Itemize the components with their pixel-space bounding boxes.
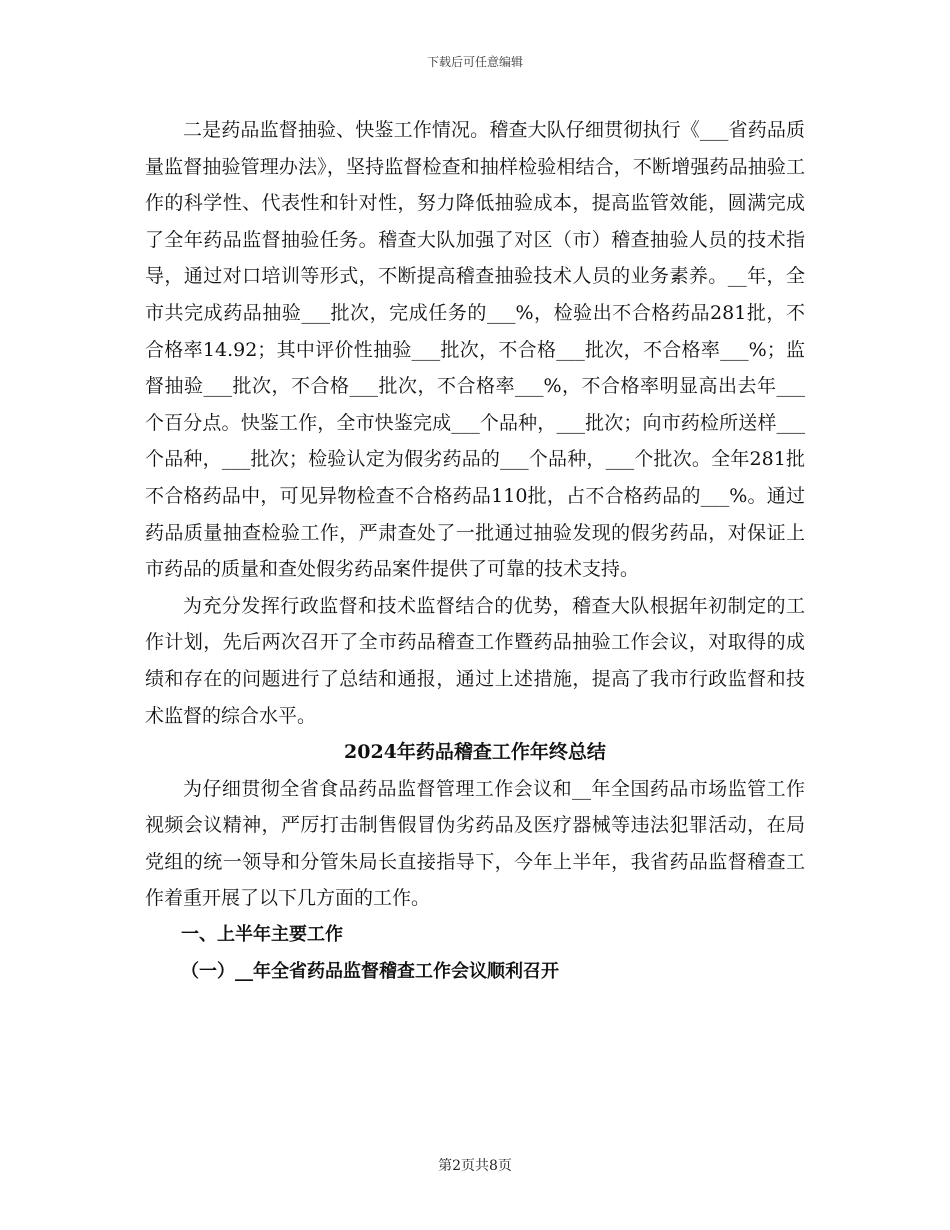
paragraph-sampling-inspection: 二是药品监督抽验、快鉴工作情况。稽查大队仔细贯彻执行《___省药品质量监督抽验管理办法》，坚持监督检查和抽样检验相结合，不断增强药品抽验工作的科学性、代表性和针对性，努力降低抽验成本，提高监管效能，圆满完成了全年药品监督抽验任务。稽查大队加强了对区（市）稽查抽验人员的技术指导，通过对口培训等形式，不断提高稽查抽验技术人员的业务素养。__年，全市共完成药品抽验___批次，完成任务的___%，检验出不合格药品281批，不合格率14.92；其中评价性抽验___批次，不合格___批次，不合格率___%；监督抽验___批次，不合格___批次，不合格率___%，不合格率明显高出去年___个百分点。快鉴工作，全市快鉴完成___个品种，___批次；向市药检所送样___个品种，___批次；检验认定为假劣药品的___个品种，___个批次。全年281批不合格药品中，可见异物检查不合格药品110批，占不合格药品的___%。通过药品质量抽查检验工作，严肃查处了一批通过抽验发现的假劣药品，对保证上市药品的质量和查处假劣药品案件提供了可靠的技术支持。 [145, 119, 805, 581]
subsection-heading: （一）__年全省药品监督稽查工作会议顺利召开 [181, 960, 559, 982]
page-number: 第2页共8页 [438, 1158, 512, 1174]
section-heading: 一、上半年主要工作 [181, 924, 343, 946]
page-header: 下载后可任意编辑 [426, 55, 523, 69]
document-title: 2024年药品稽查工作年终总结 [344, 741, 606, 764]
paragraph-intro: 为仔细贯彻全省食品药品监督管理工作会议和__年全国药品市场监管工作视频会议精神，严厉打击制售假冒伪劣药品及医疗器械等违法犯罪活动，在局党组的统一领导和分管朱局长直接指导下，今年上半年，我省药品监督稽查工作着重开展了以下几方面的工作。 [145, 777, 805, 910]
document-body [145, 112, 805, 990]
paragraph-supervision-meeting: 为充分发挥行政监督和技术监督结合的优势，稽查大队根据年初制定的工作计划，先后两次召开了全市药品稽查工作暨药品抽验工作会议，对取得的成绩和存在的问题进行了总结和通报，通过上述措施，提高了我市行政监督和技术监督的综合水平。 [145, 594, 805, 727]
